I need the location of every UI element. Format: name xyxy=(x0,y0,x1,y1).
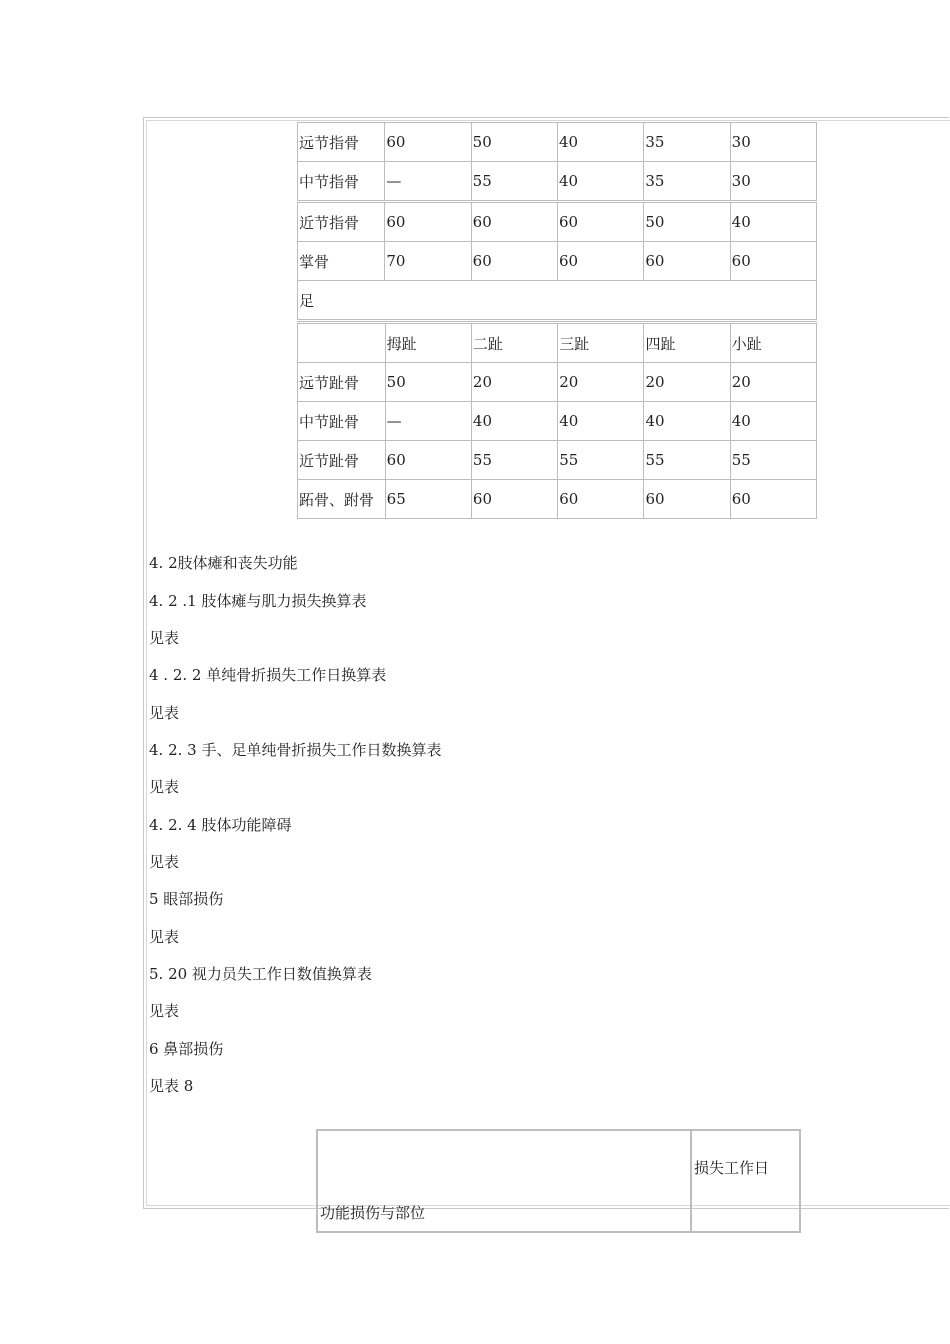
see-table-text: 见表 xyxy=(149,704,180,722)
cell: 60 xyxy=(558,480,644,519)
cell: 35 xyxy=(644,123,730,162)
see-table-text: 见表 xyxy=(149,1002,180,1020)
see-table-text: 见表 xyxy=(149,629,180,647)
table-row xyxy=(298,480,817,519)
cell: 50 xyxy=(644,202,730,242)
table-row xyxy=(298,363,817,402)
cell: 20 xyxy=(558,363,644,402)
cell: 55 xyxy=(730,441,816,480)
table-row xyxy=(298,123,817,162)
cell: 35 xyxy=(644,162,730,202)
table-8 xyxy=(316,1129,801,1233)
cell: 20 xyxy=(730,363,816,402)
cell: 60 xyxy=(385,441,471,480)
row-label: 远节趾骨 xyxy=(298,363,386,402)
see-table-text: 见表 xyxy=(149,778,180,796)
see-table-text: 见表 xyxy=(149,853,180,871)
header-cell xyxy=(298,323,386,363)
row-label: 近节趾骨 xyxy=(298,441,386,480)
cell: 60 xyxy=(385,202,471,242)
cell: 40 xyxy=(644,402,730,441)
cell: 65 xyxy=(385,480,471,519)
table-row xyxy=(298,162,817,202)
cell: 60 xyxy=(644,480,730,519)
cell: 55 xyxy=(644,441,730,480)
cell: 55 xyxy=(558,441,644,480)
cell: 60 xyxy=(385,123,471,162)
section-heading: 4. 2 .1 肢体瘫与肌力损失换算表 xyxy=(149,592,367,610)
cell: — xyxy=(385,162,471,202)
cell: — xyxy=(385,402,471,441)
cell: 40 xyxy=(558,402,644,441)
cell: 60 xyxy=(471,242,557,281)
cell: 50 xyxy=(471,123,557,162)
section-heading: 6 鼻部损伤 xyxy=(149,1040,224,1058)
header-cell-lost-workdays: 损失工作日 xyxy=(691,1130,800,1232)
section-heading: 4. 2. 3 手、足单纯骨折损失工作日数换算表 xyxy=(149,741,442,759)
cell: 60 xyxy=(644,242,730,281)
header-cell-function-injury: 功能损伤与部位 xyxy=(317,1130,691,1232)
row-label: 掌骨 xyxy=(298,242,385,281)
section-heading: 5. 20 视力员失工作日数值换算表 xyxy=(149,965,372,983)
cell: 60 xyxy=(730,480,816,519)
cell: 60 xyxy=(471,202,557,242)
cell: 40 xyxy=(730,402,816,441)
header-cell: 二趾 xyxy=(471,323,557,363)
section-heading: 4. 2肢体瘫和丧失功能 xyxy=(149,554,298,572)
cell: 40 xyxy=(558,123,644,162)
table-row xyxy=(298,402,817,441)
cell: 40 xyxy=(471,402,557,441)
header-cell: 三趾 xyxy=(558,323,644,363)
table-row xyxy=(298,281,817,320)
row-label: 中节指骨 xyxy=(298,162,385,202)
section-heading: 5 眼部损伤 xyxy=(149,890,224,908)
cell: 20 xyxy=(471,363,557,402)
cell: 55 xyxy=(471,162,557,202)
cell: 50 xyxy=(385,363,471,402)
cell: 30 xyxy=(730,123,816,162)
cell: 40 xyxy=(730,202,816,242)
cell: 60 xyxy=(558,202,644,242)
table-row xyxy=(298,202,817,242)
cell: 40 xyxy=(558,162,644,202)
cell: 55 xyxy=(471,441,557,480)
section-heading: 4. 2. 4 肢体功能障碍 xyxy=(149,816,292,834)
table-row xyxy=(298,441,817,480)
foot-bones-table xyxy=(297,321,817,519)
row-label: 中节趾骨 xyxy=(298,402,386,441)
header-cell: 四趾 xyxy=(644,323,730,363)
cell: 30 xyxy=(730,162,816,202)
see-table-text: 见表 8 xyxy=(149,1077,194,1095)
hand-bones-table xyxy=(297,122,817,320)
see-table-text: 见表 xyxy=(149,928,180,946)
row-label: 远节指骨 xyxy=(298,123,385,162)
cell: 70 xyxy=(385,242,471,281)
row-label: 跖骨、跗骨 xyxy=(298,480,386,519)
table-row xyxy=(298,242,817,281)
cell: 60 xyxy=(471,480,557,519)
foot-section-label: 足 xyxy=(298,281,817,320)
cell: 60 xyxy=(558,242,644,281)
table-header-row xyxy=(298,323,817,363)
header-cell: 小趾 xyxy=(730,323,816,363)
cell: 20 xyxy=(644,363,730,402)
section-heading: 4 . 2. 2 单纯骨折损失工作日换算表 xyxy=(149,666,387,684)
table-header-row xyxy=(317,1130,800,1232)
cell: 60 xyxy=(730,242,816,281)
row-label: 近节指骨 xyxy=(298,202,385,242)
header-cell: 拇趾 xyxy=(385,323,471,363)
